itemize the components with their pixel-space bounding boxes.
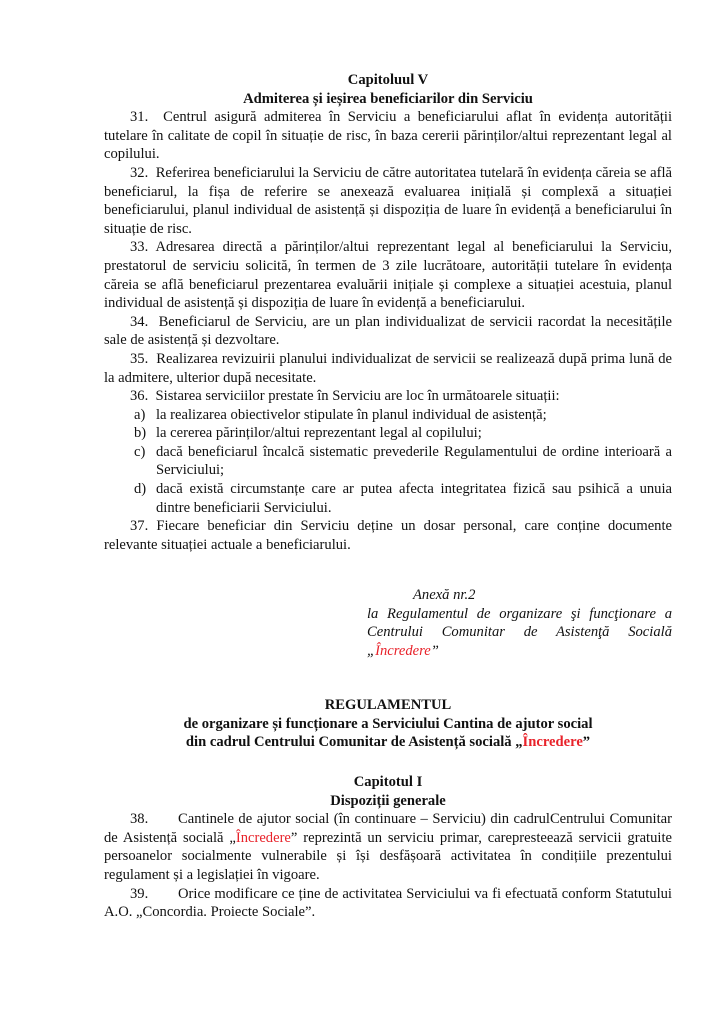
paragraph-35: 35. Realizarea revizuirii planului individualizat de servicii se realizează după prima lună de la admitere, ulterior după necesitate. [104, 350, 673, 386]
chapter-5-title: Capitoluul V [347, 72, 429, 88]
chapter-5-subtitle: Admiterea și ieșirea beneficiarilor din Serviciu [243, 90, 533, 107]
paragraph-31: 31. Centrul asigură admiterea în Serviciu a beneficiarului aflat în evidența autorității tutelare în calitate de copil în situație de risc, în baza cererii părinților/altui reprezentant legal al copilului. [104, 109, 673, 163]
annex-line-3: Centrului Comunitar de Asistenţă Socială [367, 624, 672, 641]
paragraph-38: 38. Cantinele de ajutor social (în continuare – Serviciu) din cadrulCentrului Comunitar de Asistență socială „Încredere” reprezintă un serviciu primar, carepresteează servicii gratuite persoanelor socialmente vulnerabile și își desfășoară activitatea în condițiile prezentului regulament și a legislației în vigoare. [104, 811, 672, 883]
list-item-b: b) la cererea părinților/altui reprezentant legal al copilului; [134, 425, 482, 442]
paragraph-34: 34. Beneficiarul de Serviciu, are un plan individualizat de servicii racordat la necesitățile sale de asistență și dezvoltare. [104, 313, 672, 349]
chapter-1-title: Capitotul I [353, 774, 423, 790]
annex-line-4: „Încredere” [367, 642, 439, 659]
paragraph-36: 36. Sistarea serviciilor prestate în Serviciu are loc în următoarele situații: [130, 388, 560, 405]
chapter-1-section [104, 773, 672, 922]
list-item-c: c) dacă beneficiarul încalcă sistematic prevederile Regulamentului de ordine interioară a Serviciului; [134, 443, 672, 479]
regulation-title-block [104, 696, 672, 752]
annex-center-name: Încredere [375, 642, 431, 659]
paragraph-32: 32. Referirea beneficiarului la Serviciu de către autoritatea tutelară în evidența căreia se află beneficiarul, la fișa de referire se anexează evaluarea inițială și complexă a situației beneficiarului, planul individual de asistență și dispoziția de luare în evidență a beneficiarului în situație de risc. [104, 164, 672, 237]
regulation-title: REGULAMENTUL [324, 697, 452, 713]
regulation-subtitle-1: de organizare și funcționare a Serviciului Cantina de ajutor social [183, 715, 593, 732]
paragraph-37: 37. Fiecare beneficiar din Serviciu deține un dosar personal, care conține documente relevante situației actuale a beneficiarului. [104, 518, 672, 553]
annex-number: Anexă nr.2 [413, 587, 476, 603]
paragraph-33: 33. Adresarea directă a părinților/altui reprezentant legal al beneficiarului la Serviciu, prestatorul de serviciu solicită, în termen de 3 zile lucrătoare, autorității tutelare în evidența căreia se află beneficiarul prezentarea evaluării inițiale și complexe a situației acestuia, planul individual de asistență și dispoziția de luare în evidență a beneficiarului. [104, 239, 672, 312]
chapter-1-subtitle: Dispoziții generale [330, 792, 446, 809]
regulation-subtitle-2: din cadrul Centrului Comunitar de Asistență socială „Încredere” [185, 734, 591, 751]
list-item-d: d) dacă există circumstanțe care ar putea afecta integritatea fizică sau psihică a unuia dintre beneficiarii Serviciului. [134, 481, 672, 516]
item38-center-name: Încredere [235, 829, 291, 846]
list-item-a: a) la realizarea obiectivelor stipulate în planul individual de asistență; [134, 406, 547, 423]
termination-conditions-list [104, 406, 672, 518]
regulation-center-name: Încredere [522, 734, 583, 751]
chapter-5-section [104, 71, 672, 554]
paragraph-39: 39. Orice modificare ce ține de activitatea Serviciului va fi efectuată conform Statutului A.O. „Concordia. Proiecte Sociale”. [104, 885, 672, 921]
annex-line-2: la Regulamentul de organizare şi funcţionare a [367, 605, 672, 622]
annex-header [367, 586, 672, 660]
